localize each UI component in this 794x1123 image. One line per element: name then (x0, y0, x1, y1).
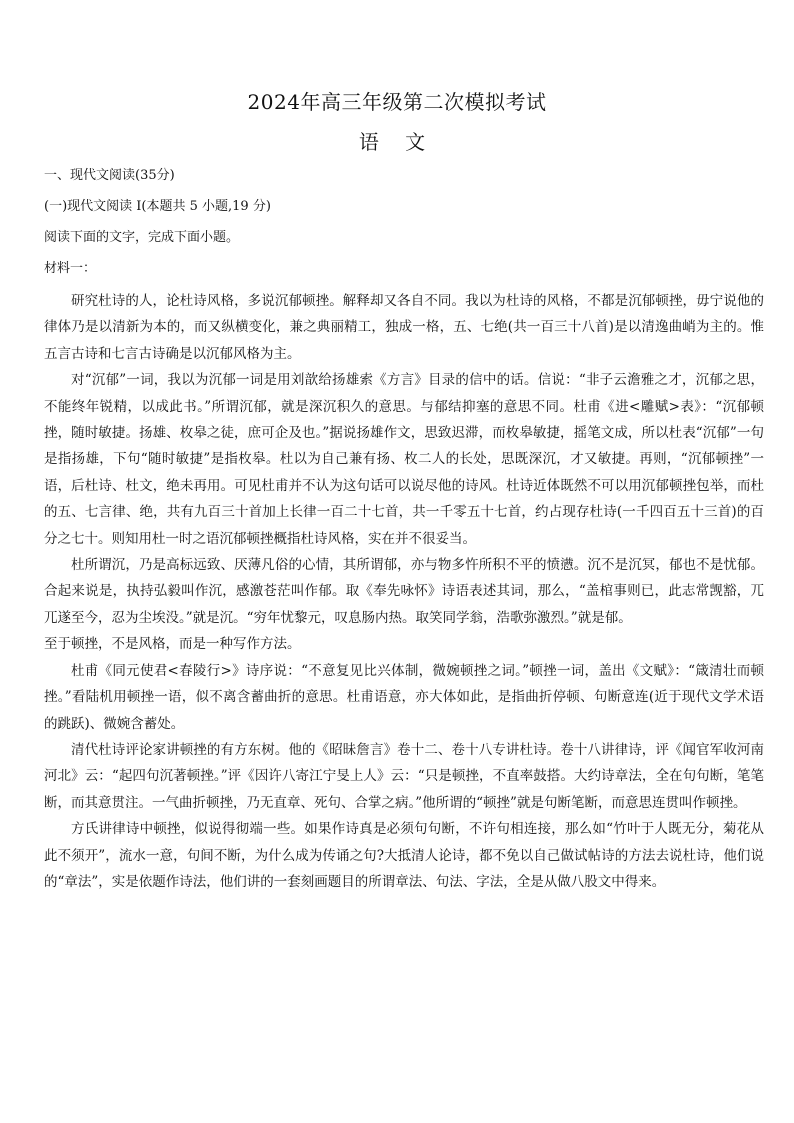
exam-title: 2024年高三年级第二次模拟考试 (247, 90, 547, 114)
paragraph: 清代杜诗评论家讲顿挫的有方东树。他的《昭昧詹言》卷十二、卷十八专讲杜诗。卷十八讲律诗，评《闻官军收河南河北》云：“起四句沉著顿挫。”评《因许八寄江宁旻上人》云：“只是顿挫，不直率鼓搭。大约诗章法，全在句句断，笔笔断，而其意贯注。一气曲折顿挫，乃无直章、死句、合掌之病。”他所谓的“顿挫”就是句断笔断，而意思连贯叫作顿挫。 (44, 741, 764, 811)
paragraph: 研究杜诗的人，论杜诗风格，多说沉郁顿挫。解释却又各自不同。我以为杜诗的风格，不都是沉郁顿挫，毋宁说他的律体乃是以清新为本的，而又纵横变化，兼之典丽精工，独成一格，五、七绝(共一百三十八首)是以清逸曲峭为主的。惟五言古诗和七言古诗确是以沉郁风格为主。 (44, 293, 764, 362)
reading-instruction: 阅读下面的文字，完成下面小题。 (44, 230, 240, 245)
part-heading: (一)现代文阅读 I(本题共 5 小题,19 分) (44, 199, 271, 214)
paragraph: 方氏讲律诗中顿挫，似说得彻端一些。如果作诗真是必须句句断，不许句相连接，那么如“竹叶于人既无分，菊花从此不须开”，流水一意，句间不断，为什么成为传诵之句?大抵清人论诗，都不免以自己做试帖诗的方法去说杜诗，他们说的“章法”，实是依题作诗法，他们讲的一套刻画题目的所谓章法、句法、字法，全是从做八股文中得来。 (44, 821, 764, 890)
paragraph: 杜甫《同元使君<春陵行>》诗序说：“不意复见比兴体制，微婉顿挫之词。”顿挫一词，盖出《文赋》：“箴清壮而顿挫。”看陆机用顿挫一语，似不离含蓄曲折的意思。杜甫语意，亦大体如此，是指曲折停顿、句断意连(近于现代文学术语的跳跃)、微婉含蓄处。 (44, 662, 764, 732)
material-label: 材料一： (44, 261, 97, 276)
section-heading: 一、现代文阅读(35分) (44, 168, 175, 183)
subject-title: 语 文 (358, 130, 436, 154)
passage-body (44, 288, 764, 895)
paragraph: 对“沉郁”一词，我以为沉郁一词是用刘歆给扬雄索《方言》目录的信中的话。信说：“非子云澹雅之才，沉郁之思，不能终年锐精，以成此书。”所谓沉郁，就是深沉积久的意思。与郁结抑塞的意思不同。杜甫《进<雕赋>表》：“沉郁顿挫，随时敏捷。扬雄、枚皋之徒，庶可企及也。”据说扬雄作文，思致迟滞，而枚皋敏捷，摇笔文成，所以杜表“沉郁”一句是指扬雄，下句“随时敏捷”是指枚皋。杜以为自己兼有扬、枚二人的长处，思既深沉，才又敏捷。再则，“沉郁顿挫”一语，后杜诗、杜文，绝未再用。可见杜甫并不认为这句话可以说尽他的诗风。杜诗近体既然不可以用沉郁顿挫包举，而杜的五、七言律、绝，共有九百三十首加上长律一百二十七首，共一千零五十七首，约占现存杜诗(一千四百五十三首)的百分之七十。则知用杜一时之语沉郁顿挫概指杜诗风格，实在并不很妥当。 (44, 372, 764, 547)
paragraph: 至于顿挫，不是风格，而是一种写作方法。 (44, 636, 301, 653)
paragraph: 杜所谓沉，乃是高标远致、厌薄凡俗的心情，其所谓郁，亦与物多忤所积不平的愤懑。沉不是沉冥，郁也不是忧郁。合起来说是，执持弘毅叫作沉，感激苍茫叫作郁。取《奉先咏怀》诗语表述其词，那么，“盖棺事则已，此志常觊豁，兀兀遂至今，忍为尘埃没。”就是沉。“穷年忧黎元，叹息肠内热。取笑同学翁，浩歌弥激烈。”就是郁。 (44, 557, 764, 626)
